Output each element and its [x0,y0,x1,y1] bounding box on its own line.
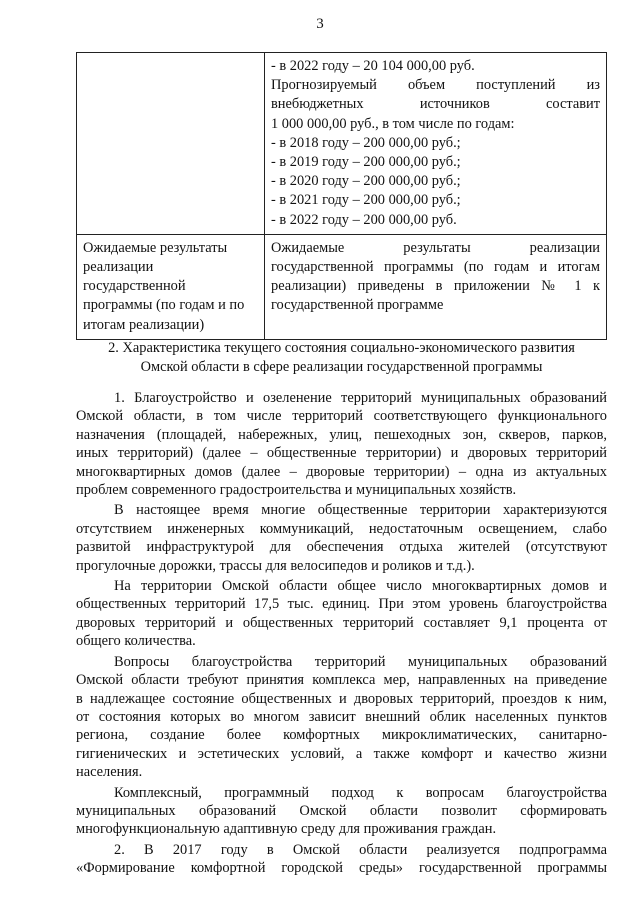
financing-line-2: Прогнозируемый объем поступлений из [271,77,600,94]
paragraph-line: «Формирование комфортной городской среды» государственной программы [76,860,607,877]
passport-table [76,52,607,340]
section-heading-line-1: 2. Характеристика текущего состояния социально-экономического развития [108,340,575,356]
paragraph-5 [76,784,607,839]
results-value-line-2: государственной программы (по годам и итогам [271,259,600,276]
results-value-line-1: Ожидаемые результаты реализации [271,239,600,256]
paragraph-line: дворовых территорий и общественных территорий составляет 9,1 процента от [76,614,607,631]
financing-line-7: - в 2020 году – 200 000,00 руб.; [271,173,461,190]
paragraph-line: многофункциональную адаптивную среду для проживания граждан. [76,821,497,838]
financing-line-4: 1 000 000,00 руб., в том числе по годам: [271,115,515,132]
paragraph-line: прогулочные дорожки, трассы для велосипедов и роликов и т.д.). [76,557,475,574]
paragraph-2 [76,501,607,575]
paragraph-3 [76,577,607,651]
financing-line-3: внебюджетных источников составит [271,96,600,113]
financing-line-1: - в 2022 году – 20 104 000,00 руб. [271,58,475,74]
page-number: 3 [316,16,324,32]
paragraph-line: отсутствием инженерных коммуникаций, недостаточным освещением, слабо [76,520,607,537]
results-label-line-2: реализации [83,259,154,276]
paragraph-line: На территории Омской области общее число многоквартирных домов и [114,578,607,595]
paragraph-line: назначения (площадей, набережных, улиц, пешеходных зон, скверов, парков, [76,426,607,443]
paragraph-line: гигиенических и эстетических условий, а также комфорт и качество жизни [76,745,607,762]
paragraph-line: развитой инфраструктурой для обеспечения отдыха жителей (отсутствуют [76,539,607,556]
results-value-line-3: реализации) приведены в приложении № 1 к [271,278,600,295]
results-label-line-3: государственной [83,278,186,295]
results-label-line-1: Ожидаемые результаты [83,239,228,256]
paragraph-line: 1. Благоустройство и озеленение территорий муниципальных образований [114,390,607,406]
table-row-expected-results [77,234,607,339]
paragraph-4 [76,653,607,782]
paragraph-line: муниципальных образований Омской области позволит сформировать [76,802,607,819]
paragraph-line: 2. В 2017 году в Омской области реализуется подпрограмма [114,841,607,858]
paragraph-line: Комплексный, программный подход к вопросам благоустройства [114,784,607,801]
paragraph-line: в надлежащее состояние общественных и дворовых территорий, проездов к ним, [76,690,607,707]
paragraph-6 [76,841,607,878]
paragraph-line: населения. [76,764,143,781]
table-cell-empty [77,53,265,235]
section-heading [76,339,607,377]
paragraph-line: В настоящее время многие общественные территории характеризуются [114,502,607,519]
paragraph-line: общего количества. [76,633,196,650]
section-body [76,389,607,880]
section-heading-line-2: Омской области в сфере реализации государственной программы [140,359,543,376]
paragraph-line: Омской области, в том числе территорий соответствующего функционального [76,408,607,425]
paragraph-line: проблем современного градостроительства и муниципальных хозяйств. [76,482,517,499]
paragraph-line: Омской области требуют принятия комплекса мер, направленных на приведение [76,672,607,689]
table-cell-expected-results-value [265,234,607,339]
financing-line-5: - в 2018 году – 200 000,00 руб.; [271,134,461,151]
paragraph-1 [76,389,607,499]
paragraph-line: общественных территорий 17,5 тыс. единиц. При этом уровень благоустройства [76,596,607,613]
paragraph-line: региона, создание более комфортных микроклиматических, санитарно- [76,727,607,744]
table-cell-expected-results-label [77,234,265,339]
paragraph-line: многоквартирных домов (далее – дворовые территории) – одна из актуальных [76,463,607,480]
paragraph-line: от состояния которых во многом зависит внешний облик населенных пунктов [76,708,607,725]
paragraph-line: иных территорий) (далее – общественные территории) и дворовых территорий [76,445,607,462]
table-cell-financing [265,53,607,235]
financing-line-6: - в 2019 году – 200 000,00 руб.; [271,154,461,171]
table-row-financing [77,53,607,235]
financing-line-9: - в 2022 году – 200 000,00 руб. [271,211,457,228]
results-label-line-5: итогам реализации) [83,316,205,333]
results-label-line-4: программы (по годам и по [83,297,245,314]
results-value-line-4: государственной программе [271,297,444,314]
paragraph-line: Вопросы благоустройства территорий муниципальных образований [114,653,607,670]
financing-line-8: - в 2021 году – 200 000,00 руб.; [271,192,461,209]
